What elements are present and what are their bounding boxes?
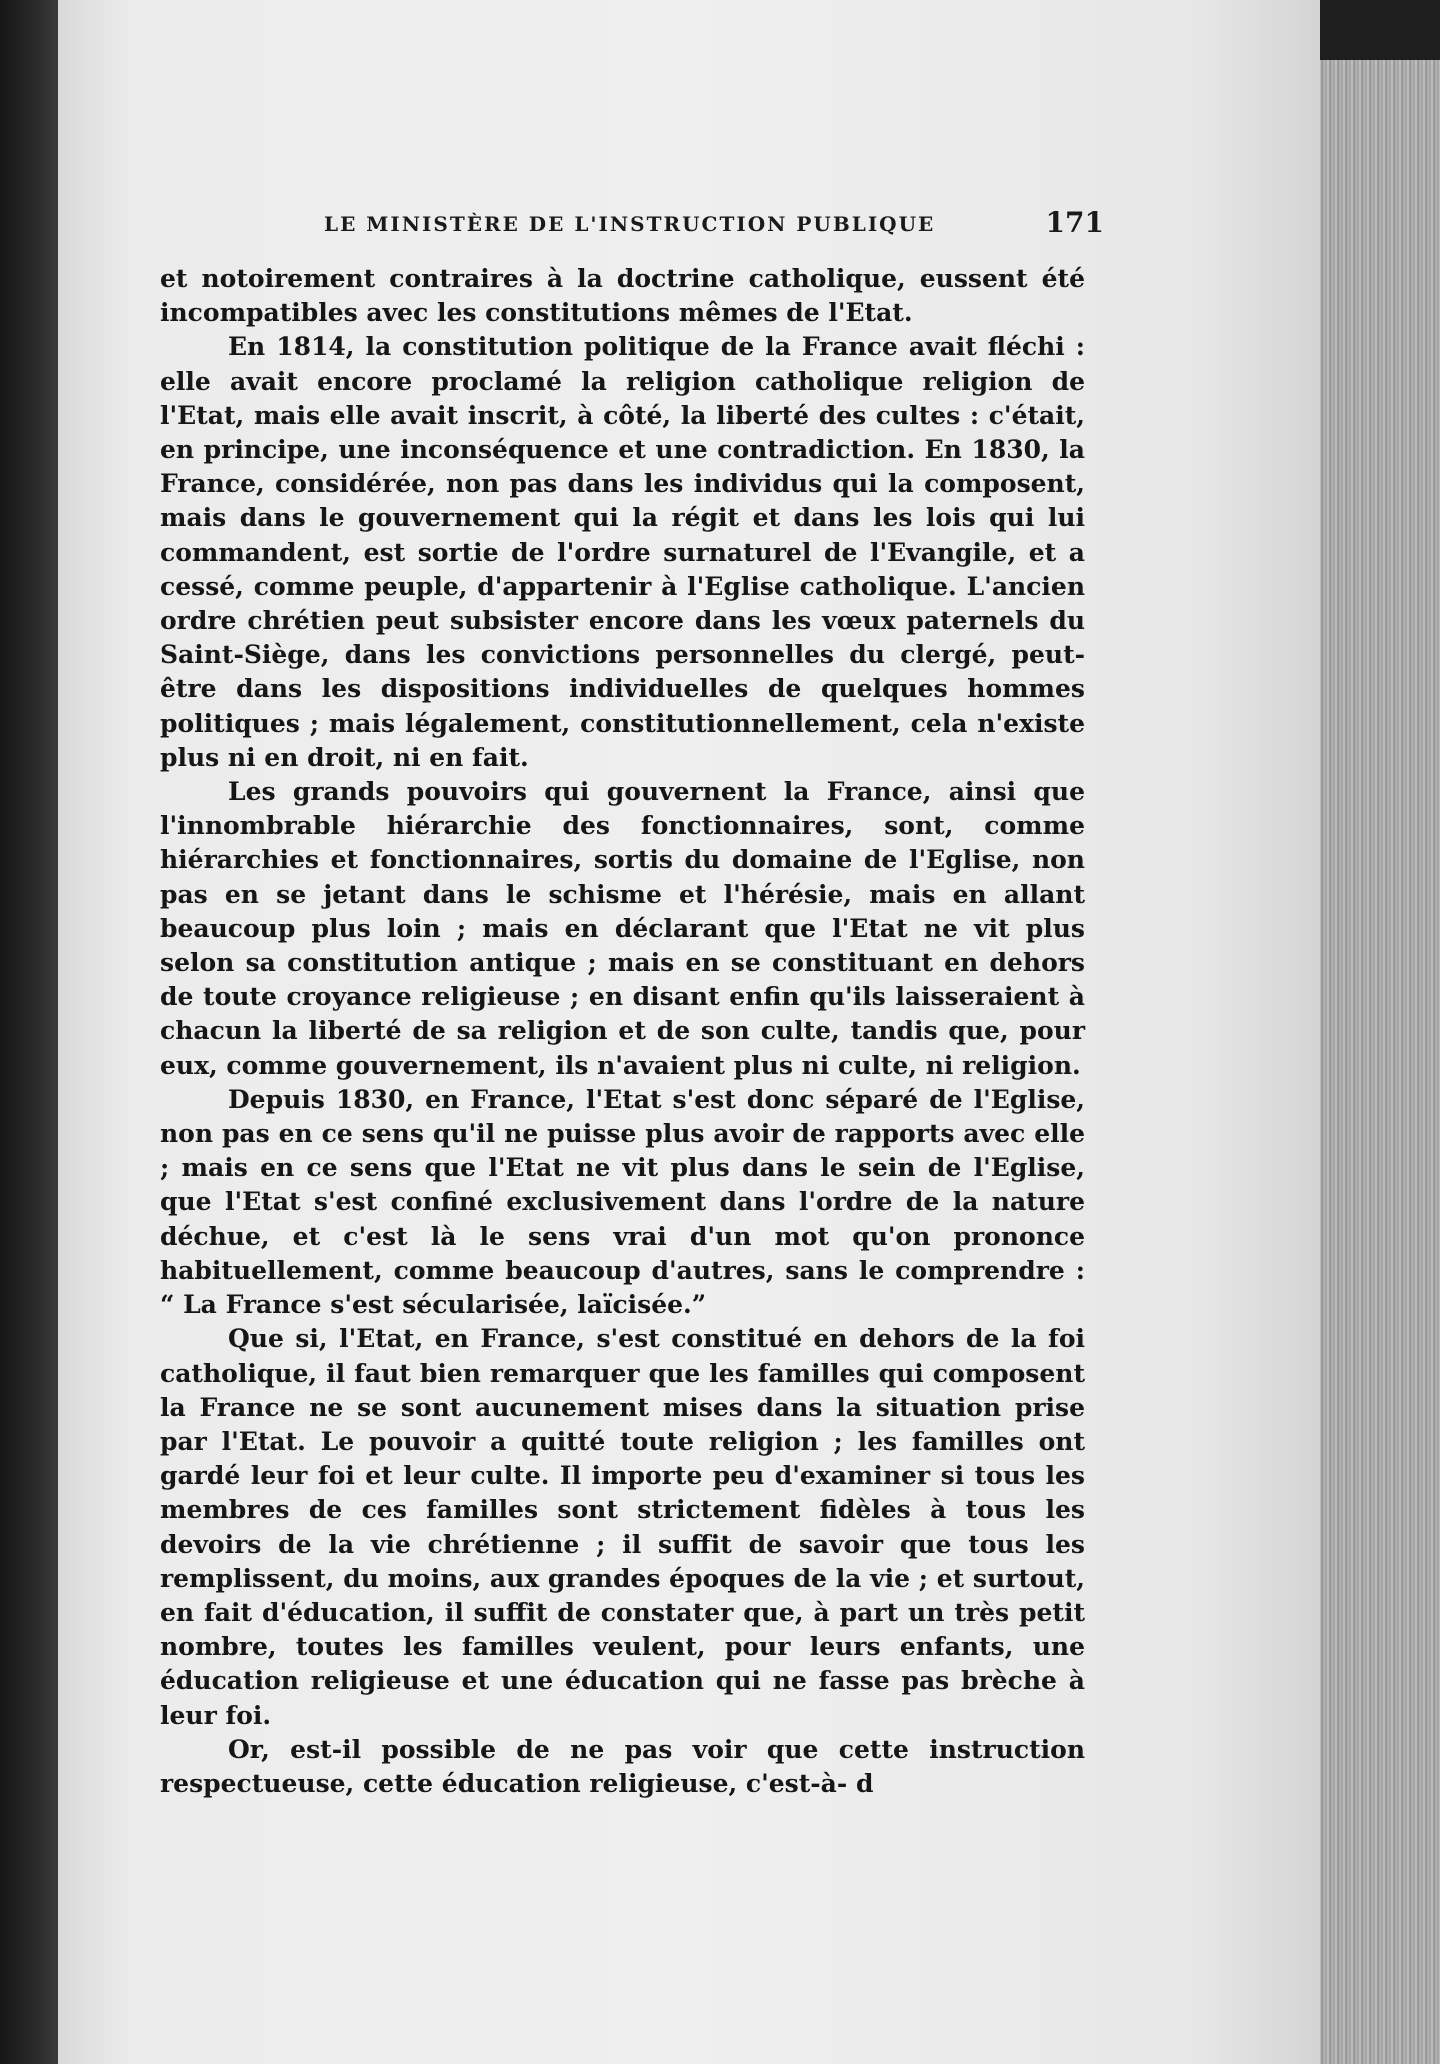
background-dark-band xyxy=(1300,0,1440,60)
page-header xyxy=(154,206,1104,246)
paragraph: En 1814, la constitution politique de la France avait fléchi : elle avait encore proclamé la religion catholique religion de l'Etat, mais elle avait inscrit, à côté, la liberté des cultes : c'était, en principe, une inconséquence et une contradiction. En 1830, la France, considérée, non pas dans les individus qui la composent, mais dans le gouvernement qui la régit et dans les lois qui lui commandent, est sortie de l'ordre surnaturel de l'Evangile, et a cessé, comme peuple, d'appartenir à l'Eglise catholique. L'ancien ordre chrétien peut subsister encore dans les vœux paternels du Saint-Siège, dans les convictions personnelles du clergé, peut-être dans les dispositions individuelles de quelques hommes politiques ; mais légalement, constitutionnellement, cela n'existe plus ni en droit, ni en fait. xyxy=(160,332,1085,772)
body-text xyxy=(160,262,1085,1801)
page-stack-edges xyxy=(1300,60,1440,2064)
book-gutter-shadow xyxy=(0,0,58,2064)
paragraph: Que si, l'Etat, en France, s'est constitué en dehors de la foi catholique, il faut bien remarquer que les familles qui composent la France ne se sont aucunement mises dans la situation prise par l'Etat. Le pouvoir a quitté toute religion ; les familles ont gardé leur foi et leur culte. Il importe peu d'examiner si tous les membres de ces familles sont strictement fidèles à tous les devoirs de la vie chrétienne ; il suffit de savoir que tous les remplissent, du moins, aux grandes époques de la vie ; et surtout, en fait d'éducation, il suffit de constater que, à part un très petit nombre, toutes les familles veulent, pour leurs enfants, une éducation religieuse et une éducation qui ne fasse pas brèche à leur foi. xyxy=(160,1324,1085,1730)
paragraph: et notoirement contraires à la doctrine catholique, eussent été incompatibles avec les constitutions mêmes de l'Etat. xyxy=(160,264,1085,328)
paragraph: Depuis 1830, en France, l'Etat s'est donc séparé de l'Eglise, non pas en ce sens qu'il ne puisse plus avoir de rapports avec elle ; mais en ce sens que l'Etat ne vit plus dans le sein de l'Eglise, que l'Etat s'est confiné exclusivement dans l'ordre de la nature déchue, et c'est là le sens vrai d'un mot qu'on prononce habituellement, comme beaucoup d'autres, sans le comprendre : “ La France s'est sécularisée, laïcisée.” xyxy=(160,1084,1085,1320)
running-title: LE MINISTÈRE DE L'INSTRUCTION PUBLIQUE xyxy=(324,212,936,236)
paragraph: Or, est-il possible de ne pas voir que cette instruction respectueuse, cette éducation religieuse, c'est-à- d xyxy=(160,1734,1085,1798)
page-number: 171 xyxy=(1045,206,1104,239)
paragraph: Les grands pouvoirs qui gouvernent la France, ainsi que l'innombrable hiérarchie des fonctionnaires, sont, comme hiérarchies et fonctionnaires, sortis du domaine de l'Eglise, non pas en se jetant dans le schisme et l'hérésie, mais en allant beaucoup plus loin ; mais en déclarant que l'Etat ne vit plus selon sa constitution antique ; mais en se constituant en dehors de toute croyance religieuse ; en disant enfin qu'ils laisseraient à chacun la liberté de sa religion et de son culte, tandis que, pour eux, comme gouvernement, ils n'avaient plus ni culte, ni religion. xyxy=(160,777,1085,1080)
